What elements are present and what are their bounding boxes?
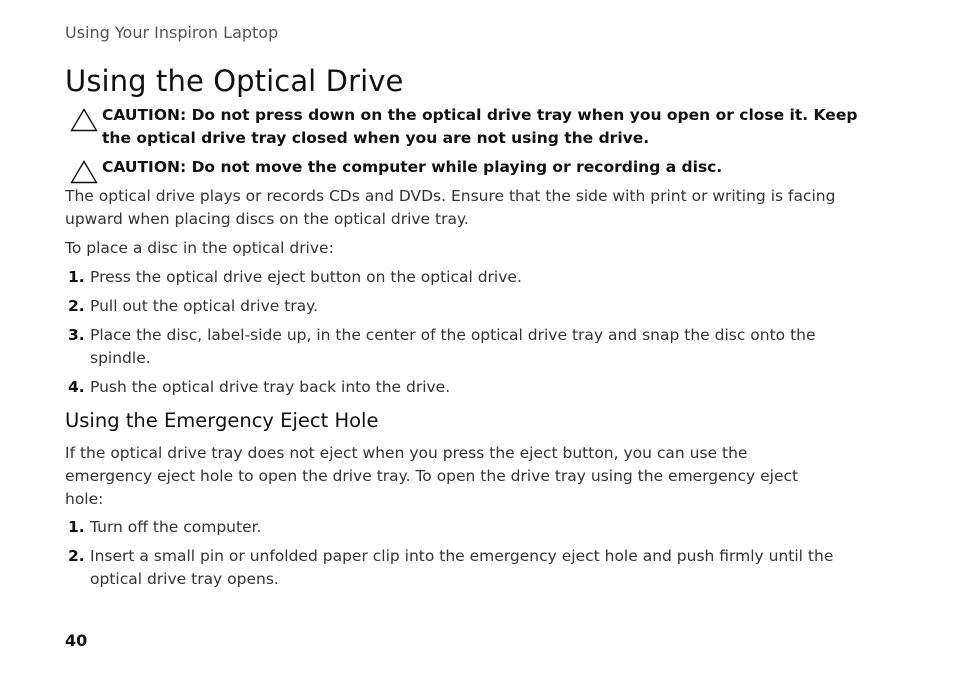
- emergency-steps-list: [65, 516, 855, 597]
- list-item: [65, 324, 855, 370]
- list-item: [65, 516, 855, 539]
- page-title: Using the Optical Drive: [65, 64, 404, 98]
- list-item: [65, 545, 855, 591]
- step-text: Insert a small pin or unfolded paper clip into the emergency eject hole and push firmly until the optical drive tray opens.: [90, 547, 834, 588]
- emergency-intro-paragraph: If the optical drive tray does not eject when you press the eject button, you can use the emergency eject hole to open the drive tray. To open the drive tray using the emergency eject hole:: [65, 444, 799, 508]
- running-header: Using Your Inspiron Laptop: [65, 23, 279, 42]
- step-number: 1.: [68, 518, 85, 536]
- caution-note-1: [70, 104, 860, 150]
- caution-note-2: [70, 156, 860, 179]
- steps-intro: To place a disc in the optical drive:: [65, 239, 334, 257]
- step-text: Push the optical drive tray back into the drive.: [90, 378, 451, 396]
- step-text: Pull out the optical drive tray.: [90, 297, 319, 315]
- step-text: Turn off the computer.: [90, 518, 262, 536]
- warning-triangle-icon: [70, 160, 98, 184]
- disc-steps-list: [65, 266, 855, 405]
- caution-text: CAUTION: Do not move the computer while playing or recording a disc.: [102, 158, 723, 176]
- subsection-title: Using the Emergency Eject Hole: [65, 409, 379, 432]
- caution-text: CAUTION: Do not press down on the optical drive tray when you open or close it. Keep the optical drive tray closed when you are not using the drive.: [102, 106, 858, 147]
- step-text: Press the optical drive eject button on the optical drive.: [90, 268, 522, 286]
- list-item: [65, 266, 855, 289]
- page-number: 40: [65, 631, 88, 650]
- step-number: 3.: [68, 326, 85, 344]
- intro-paragraph: The optical drive plays or records CDs and DVDs. Ensure that the side with print or writing is facing upward when placing discs on the optical drive tray.: [65, 187, 836, 228]
- step-number: 2.: [68, 297, 85, 315]
- step-text: Place the disc, label-side up, in the center of the optical drive tray and snap the disc onto the spindle.: [90, 326, 816, 367]
- list-item: [65, 295, 855, 318]
- step-number: 4.: [68, 378, 85, 396]
- step-number: 1.: [68, 268, 85, 286]
- warning-triangle-icon: [70, 108, 98, 132]
- step-number: 2.: [68, 547, 85, 565]
- list-item: [65, 376, 855, 399]
